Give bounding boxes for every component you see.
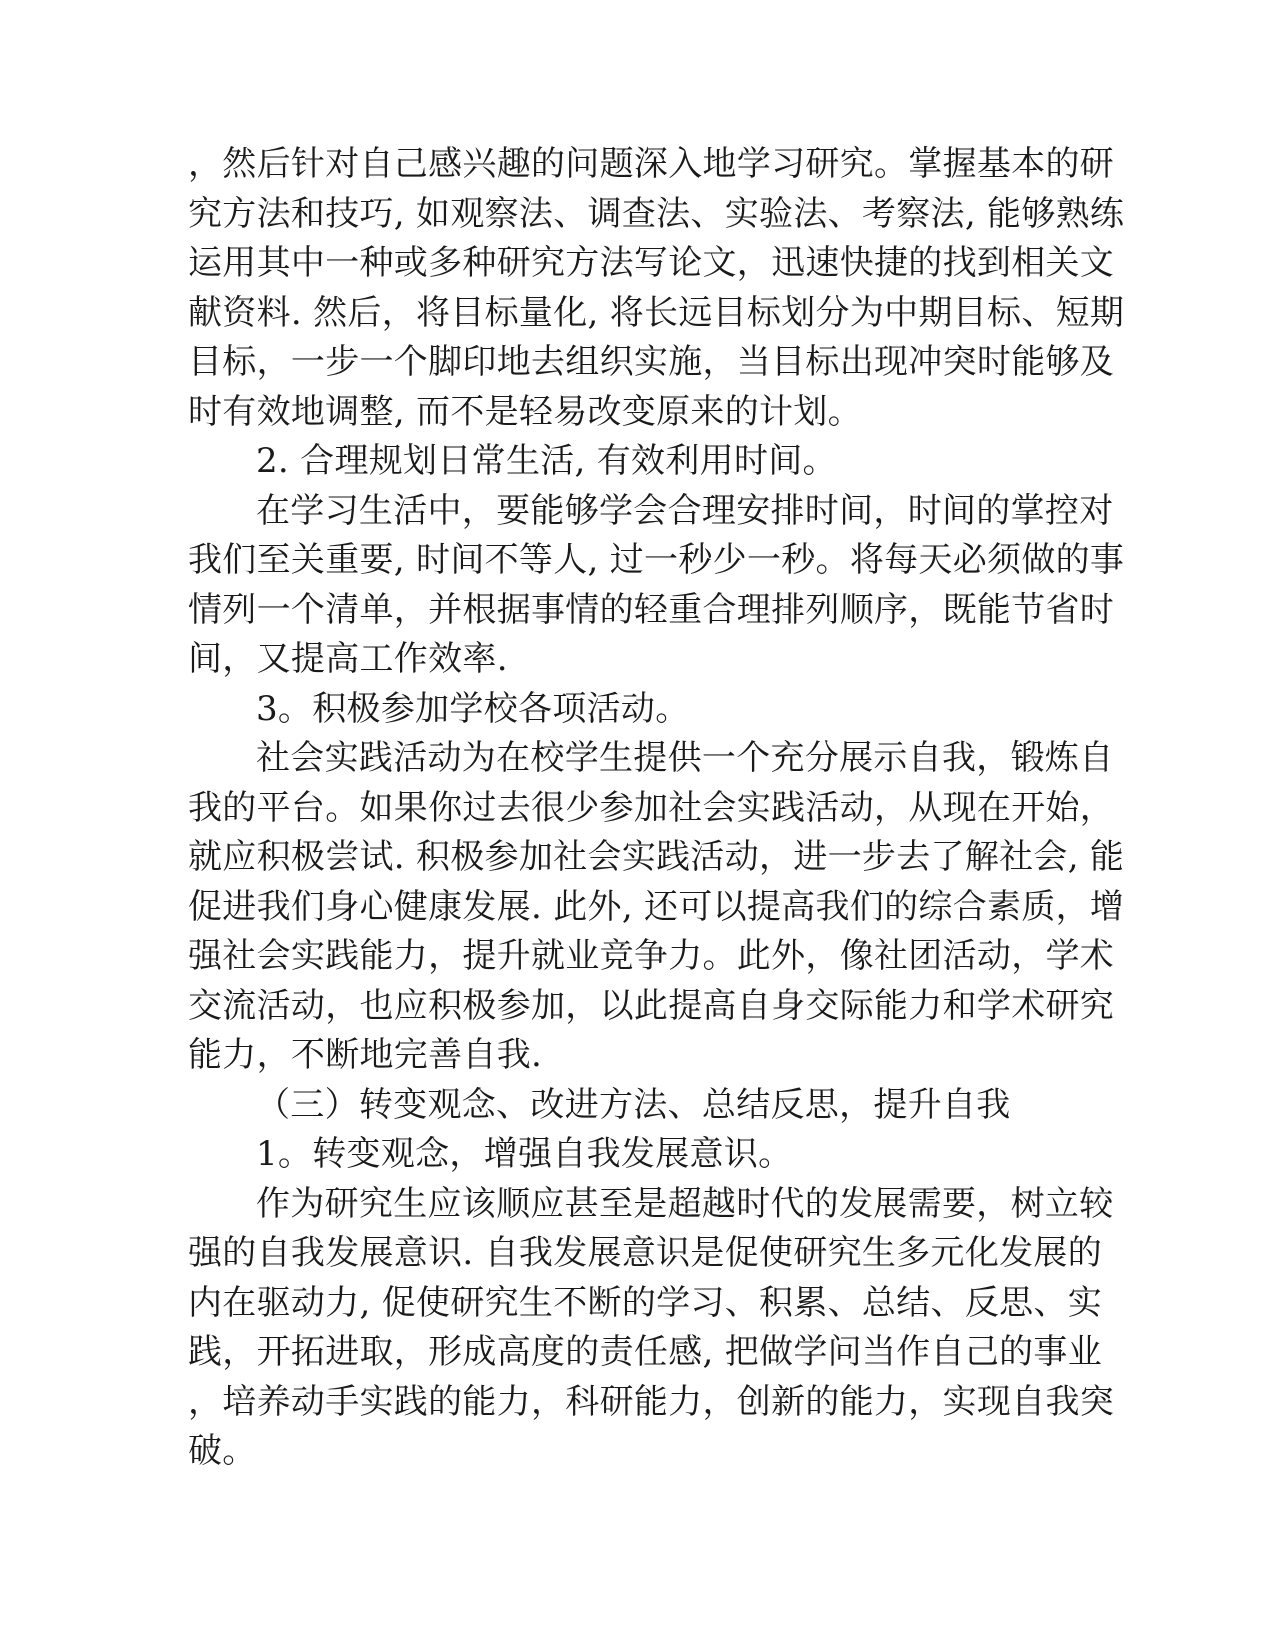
list-item-heading: 2. 合理规划日常生活, 有效利用时间。 [256, 441, 837, 481]
text-line: 在学习生活中，要能够学会合理安排时间，时间的掌控对 [256, 490, 1114, 531]
text-line: 我们至关重要, 时间不等人, 过一秒少一秒。将每天必须做的事 [188, 540, 1125, 580]
text-line: 我的平台。如果你过去很少参加社会实践活动，从现在开始， [188, 787, 1115, 828]
list-item-heading: 1。转变观念，增强自我发展意识。 [256, 1134, 793, 1174]
text-line: 能力，不断地完善自我. [188, 1035, 543, 1075]
text-line: 社会实践活动为在校学生提供一个充分展示自我，锻炼自 [256, 738, 1114, 778]
text-line: 时有效地调整, 而不是轻易改变原来的计划。 [188, 391, 862, 432]
text-line: 破。 [188, 1431, 257, 1471]
text-line: 强的自我发展意识. 自我发展意识是促使研究生多元化发展的 [188, 1233, 1103, 1273]
list-item-heading: 3。积极参加学校各项活动。 [256, 688, 690, 729]
text-line: 作为研究生应该顺应甚至是超越时代的发展需要，树立较 [256, 1183, 1114, 1224]
body-text [188, 140, 1125, 1477]
text-line: 运用其中一种或多种研究方法写论文，迅速快捷的找到相关文 [188, 243, 1115, 283]
text-line: 间，又提高工作效率. [188, 639, 508, 679]
text-line: 促进我们身心健康发展. 此外, 还可以提高我们的综合素质，增 [188, 886, 1125, 927]
text-line: 情列一个清单，并根据事情的轻重合理排列顺序，既能节省时 [188, 589, 1115, 630]
text-line: 强社会实践能力，提升就业竞争力。此外，像社团活动，学术 [188, 936, 1115, 976]
section-heading: （三）转变观念、改进方法、总结反思，提升自我 [256, 1084, 1011, 1125]
text-line: 就应积极尝试. 积极参加社会实践活动，进一步去了解社会, 能 [188, 837, 1125, 877]
text-line: 目标，一步一个脚印地去组织实施，当目标出现冲突时能够及 [188, 342, 1115, 382]
text-line: 践，开拓进取，形成高度的责任感, 把做学问当作自己的事业 [188, 1332, 1103, 1372]
text-line: 交流活动，也应积极参加，以此提高自身交际能力和学术研究 [188, 985, 1115, 1026]
text-line: 内在驱动力, 促使研究生不断的学习、积累、总结、反思、实 [188, 1282, 1103, 1323]
text-line: ，然后针对自己感兴趣的问题深入地学习研究。掌握基本的研 [188, 144, 1115, 184]
text-line: 究方法和技巧, 如观察法、调查法、实验法、考察法, 能够熟练 [188, 193, 1125, 234]
text-line: ，培养动手实践的能力，科研能力，创新的能力，实现自我突 [188, 1381, 1115, 1422]
text-line: 献资料. 然后，将目标量化, 将长远目标划分为中期目标、短期 [188, 292, 1125, 333]
